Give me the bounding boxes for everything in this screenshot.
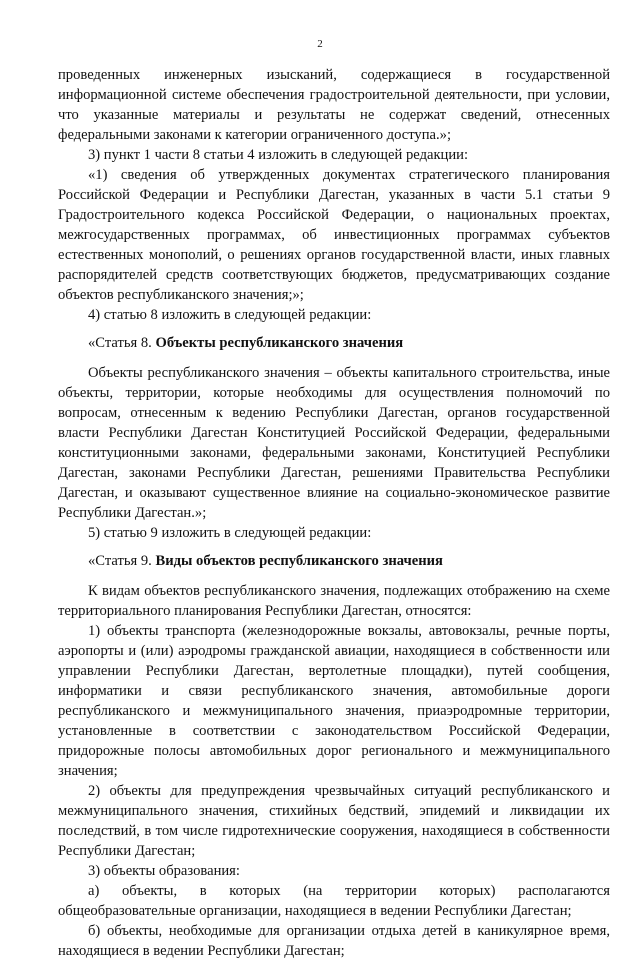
paragraph: 4) статью 8 изложить в следующей редакции: bbox=[88, 307, 372, 323]
paragraph: 5) статью 9 изложить в следующей редакции: bbox=[88, 525, 372, 541]
page-number: 2 bbox=[317, 38, 323, 50]
paragraph: Объекты республиканского значения – объекты капитального строительства, иные объекты, территории, которые необходимы для осуществления полномочий по вопросам, отнесенным к ведению Республики Дагестан, органов государственной власти Республики Дагестан Конституцией Российской Федерации, федеральными конституционными законами, федеральными законами, Конституцией Республики Дагестан, законами Республики Дагестан, решениями Правительства Республики Дагестан, и оказывают существенное влияние на социально-экономическое развитие Республики Дагестан.»; bbox=[58, 365, 610, 521]
paragraph: «1) сведения об утвержденных документах стратегического планирования Российской Федерации и Республики Дагестан, указанных в части 5.1 статьи 9 Градостроительного кодекса Российской Федерации, о национальных проектах, межгосударственных программах, об инвестиционных программах субъектов естественных монополий, о решениях органов государственной власти, иных главных распорядителей средств соответствующих бюджетов, предусматривающих создание объектов республиканского значения;»; bbox=[58, 167, 610, 303]
document-body bbox=[58, 65, 610, 961]
paragraph: б) объекты, необходимые для организации отдыха детей в каникулярное время, находящиеся в ведении Республики Дагестан; bbox=[58, 923, 610, 959]
article-8-prefix: «Статья 8. bbox=[88, 335, 156, 351]
article-9-prefix: «Статья 9. bbox=[88, 553, 156, 569]
paragraph: а) объекты, в которых (на территории которых) располагаются общеобразовательные организации, находящиеся в ведении Республики Дагестан; bbox=[58, 883, 610, 919]
paragraph: 2) объекты для предупреждения чрезвычайных ситуаций республиканского и межмуниципального значения, стихийных бедствий, эпидемий и ликвидации их последствий, в том числе гидротехнические сооружения, находящиеся в собственности Республики Дагестан; bbox=[58, 783, 610, 859]
paragraph: проведенных инженерных изысканий, содержащиеся в государственной информационной системе обеспечения градостроительной деятельности, при условии, что указанные материалы и результаты не содержат сведений, отнесенных федеральными законами к категории ограниченного доступа.»; bbox=[58, 67, 610, 143]
paragraph: 3) объекты образования: bbox=[88, 863, 240, 879]
paragraph: 3) пункт 1 части 8 статьи 4 изложить в следующей редакции: bbox=[88, 147, 469, 163]
article-9-title: Виды объектов республиканского значения bbox=[155, 553, 443, 569]
paragraph: 1) объекты транспорта (железнодорожные вокзалы, автовокзалы, речные порты, аэропорты и (или) аэродромы гражданской авиации, находящиеся в собственности или управлении Республики Дагестан, вертолетные площадки), путей сообщения, информатики и связи республиканского значения, автомобильные дороги республиканского и межмуниципального значения, приаэродромные территории, установленные в соответствии с законодательством Российской Федерации, придорожные полосы автомобильных дорог регионального и межмуниципального значения; bbox=[58, 623, 610, 779]
article-8-heading bbox=[58, 333, 610, 353]
paragraph: К видам объектов республиканского значения, подлежащих отображению на схеме территориального планирования Республики Дагестан, относятся: bbox=[58, 583, 610, 619]
article-8-title: Объекты республиканского значения bbox=[155, 335, 404, 351]
article-9-heading bbox=[58, 551, 610, 571]
